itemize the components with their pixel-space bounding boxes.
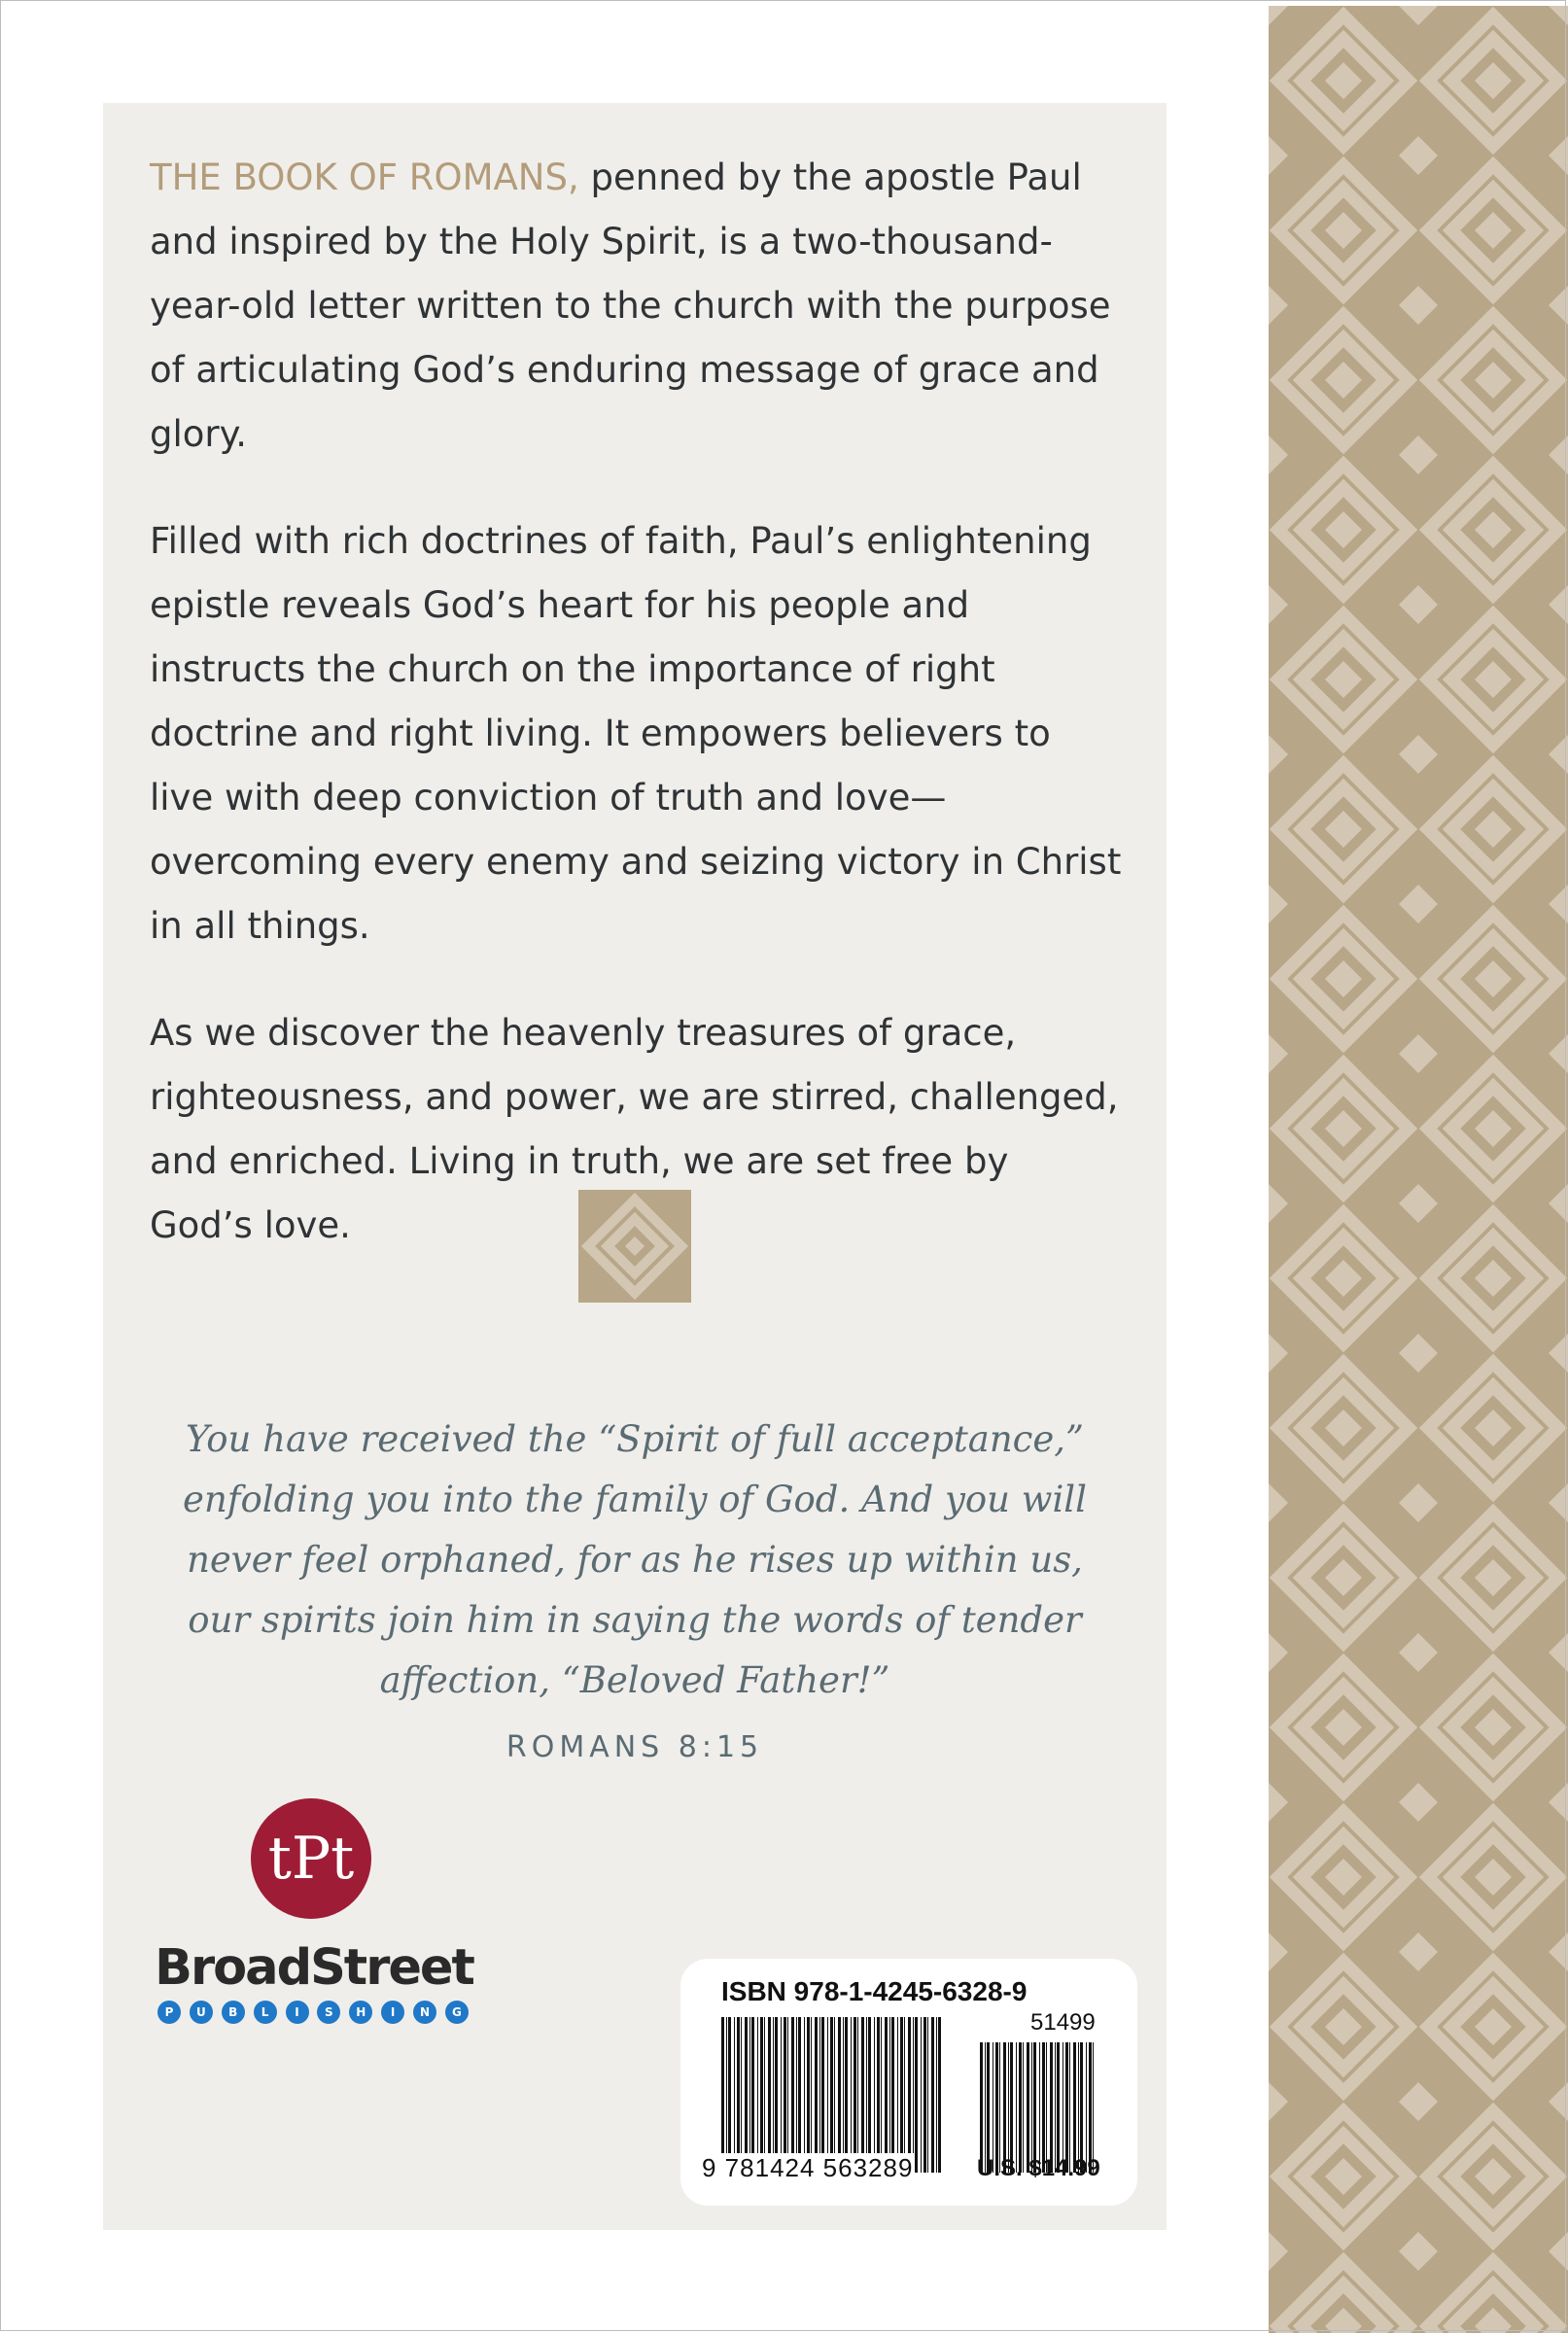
barcode-bars-icon [721, 2017, 941, 2173]
book-title-lead: THE BOOK OF ROMANS, [150, 157, 579, 198]
tagline-letter: B [222, 2001, 245, 2024]
tagline-letter: P [157, 2001, 181, 2024]
paragraph-doctrine: Filled with rich doctrines of faith, Paul’s enlightening epistle reveals God’s heart for his people and instructs the church on the importance of right doctrine and right living. It empowers believers to live with deep conviction of truth and love—overcoming every enemy and seizing victory in Christ in all things. [150, 520, 1122, 947]
scripture-reference: ROMANS 8:15 [505, 1730, 764, 1764]
addon-barcode-bars-icon [980, 2042, 1097, 2173]
tagline-letter: S [317, 2001, 340, 2024]
isbn-label: ISBN 978-1-4245-6328-9 [721, 1976, 1028, 2006]
greek-key-emblem-icon [578, 1190, 691, 1303]
tagline-letter: G [445, 2001, 469, 2024]
tagline-letter: I [381, 2001, 404, 2024]
tagline-letter: I [286, 2001, 309, 2024]
scripture-quote: You have received the “Spirit of full acceptance,” enfolding you into the family of God. And you will never feel orphaned, for as he rises up within us, our spirits join him in saying the words of tender affection, “Beloved Father!” [183, 1418, 1087, 1701]
tagline-letter: L [254, 2001, 277, 2024]
paragraph-treasures: As we discover the heavenly treasures of grace, righteousness, and power, we are stirred, challenged, and enriched. Living in truth, we are set free by God’s love. [150, 1012, 1119, 1246]
paragraph-intro [150, 146, 1122, 467]
price-label: U.S. $14.99 [977, 2155, 1100, 2181]
tagline-letter: U [190, 2001, 213, 2024]
tpt-logo: tPt [251, 1798, 371, 1919]
publisher-tagline [157, 2001, 469, 2028]
tagline-letter: N [413, 2001, 436, 2024]
barcode-box [680, 1959, 1137, 2206]
addon-code: 51499 [1030, 2009, 1096, 2036]
description-text [150, 146, 1122, 1301]
paragraph-intro-rest: penned by the apostle Paul and inspired by the Holy Spirit, is a two-thousand-year-old letter written to the church with the purpose of articulating God’s enduring message of grace and glory. [150, 157, 1111, 455]
greek-key-pattern-strip [1269, 6, 1568, 2333]
tagline-letter: H [349, 2001, 372, 2024]
publisher-name: BroadStreet [155, 1939, 473, 1997]
barcode-digits: 9 781424 563289 [702, 2153, 914, 2182]
